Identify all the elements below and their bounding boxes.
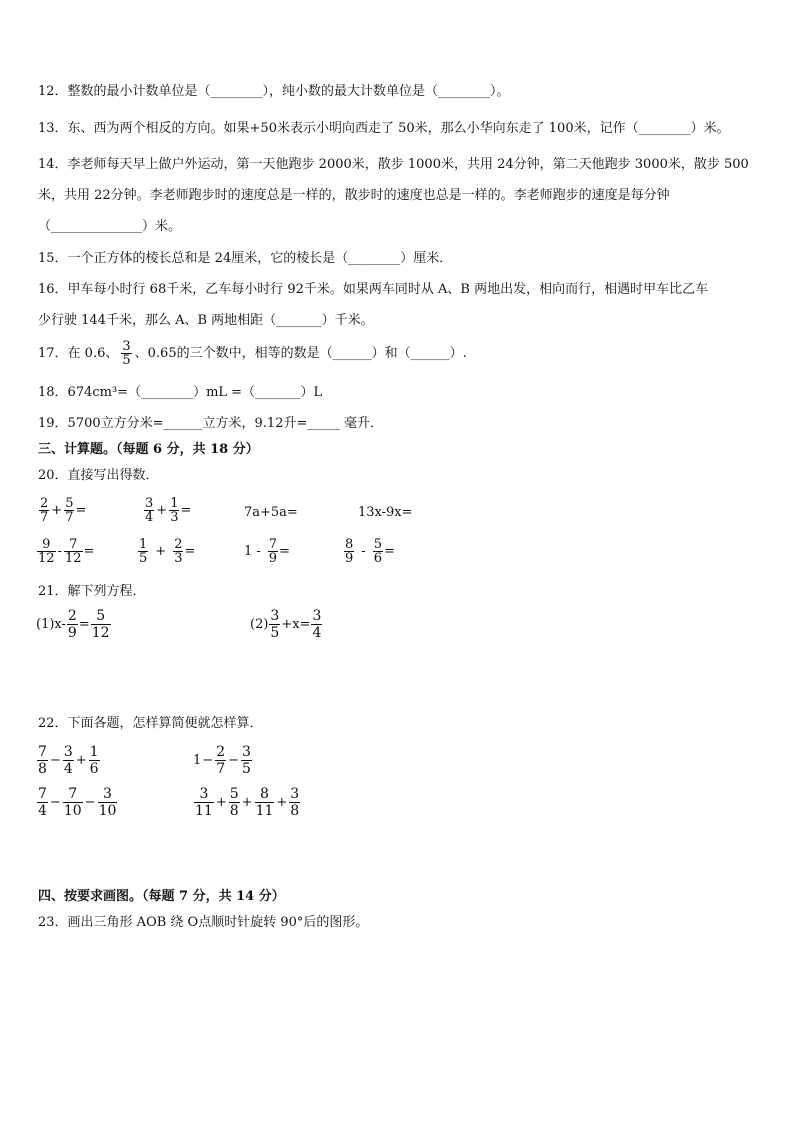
calc-3-4-plus-1-3: $\frac{3}{4}$ + $\frac{1}{3}$ = xyxy=(145,496,192,525)
question-17 xyxy=(38,340,467,367)
question-15: 15．一个正方体的棱长总和是 24厘米，它的棱长是（________）厘米． xyxy=(38,251,453,266)
q17-text-a: 17．在 0.6、 xyxy=(38,345,119,361)
equation-2: (2) $\frac{3}{5}$ +x= $\frac{3}{4}$ xyxy=(250,608,322,641)
question-14-line3: （______________）米。 xyxy=(38,219,182,234)
question-16-line2: 少行驶 144千米，那么 A、B 两地相距（_______）千米。 xyxy=(38,313,374,328)
simplify-7-4-minus-7-10-minus-3-10: $\frac{7}{4}$ − $\frac{7}{10}$ − $\frac{3}{10}$ xyxy=(38,786,117,819)
calc-13x-9x: 13x-9x= xyxy=(358,505,413,520)
section-3-heading: 三、计算题。（每题 6 分，共 18 分） xyxy=(38,442,259,457)
question-23: 23．画出三角形 AOB 绕 O点顺时针旋转 90°后的图形。 xyxy=(38,915,369,930)
question-12: 12．整数的最小计数单位是（________），纯小数的最大计数单位是（________）。 xyxy=(38,84,510,99)
question-16-line1: 16．甲车每小时行 68千米，乙车每小时行 92千米。如果两车同时从 A、B 两地出发，相向而行，相遇时甲车比乙车 xyxy=(38,282,709,297)
question-19: 19．5700立方分米=______立方米，9.12升=_____ 毫升． xyxy=(38,416,383,431)
fraction-3-5: $\frac{3}{5}$ xyxy=(122,339,131,368)
calc-8-9-minus-5-6: $\frac{8}{9}$ - $\frac{5}{6}$ = xyxy=(345,537,395,566)
question-20: 20．直接写出得数． xyxy=(38,468,159,483)
question-21: 21．解下列方程． xyxy=(38,584,146,599)
question-14-line1: 14．李老师每天早上做户外运动，第一天他跑步 2000米，散步 1000米，共用 24分钟，第二天他跑步 3000米，散步 500 xyxy=(38,157,749,172)
calc-1-5-plus-2-3: $\frac{1}{5}$ + $\frac{2}{3}$ = xyxy=(139,537,196,566)
simplify-1-minus-2-7-minus-3-5: 1 − $\frac{2}{7}$ − $\frac{3}{5}$ xyxy=(193,744,251,777)
question-22: 22．下面各题，怎样算简便就怎样算． xyxy=(38,716,263,731)
simplify-3-11-plus-5-8-plus-8-11-plus-3-8: $\frac{3}{11}$ + $\frac{5}{8}$ + $\frac{8}{11}$ + $\frac{3}{8}$ xyxy=(195,786,300,819)
question-18: 18．674cm³=（________）mL =（_______）L xyxy=(38,385,323,400)
section-4-heading: 四、按要求画图。（每题 7 分，共 14 分） xyxy=(38,889,285,904)
calc-1-minus-7-9: 1 - $\frac{7}{9}$ = xyxy=(244,537,290,566)
calc-9-12-minus-7-12: $\frac{9}{12}$ - $\frac{7}{12}$ = xyxy=(38,537,95,566)
equation-1: (1)x- $\frac{2}{9}$ = $\frac{5}{12}$ xyxy=(36,608,110,641)
q17-text-b: 、0.65的三个数中，相等的数是（______）和（______）. xyxy=(134,345,467,361)
question-13: 13．东、西为两个相反的方向。如果+50米表示小明向西走了 50米，那么小华向东走了 100米，记作（________）米。 xyxy=(38,121,730,136)
calc-2-7-plus-5-7: $\frac{2}{7}$ + $\frac{5}{7}$ = xyxy=(40,496,87,525)
simplify-7-8-minus-3-4-plus-1-6: $\frac{7}{8}$ − $\frac{3}{4}$ + $\frac{1}{6}$ xyxy=(38,744,99,777)
question-14-line2: 米，共用 22分钟。李老师跑步时的速度总是一样的，散步时的速度也总是一样的。李老师跑步的速度是每分钟 xyxy=(38,188,670,203)
calc-7a-5a: 7a+5a= xyxy=(244,505,298,520)
